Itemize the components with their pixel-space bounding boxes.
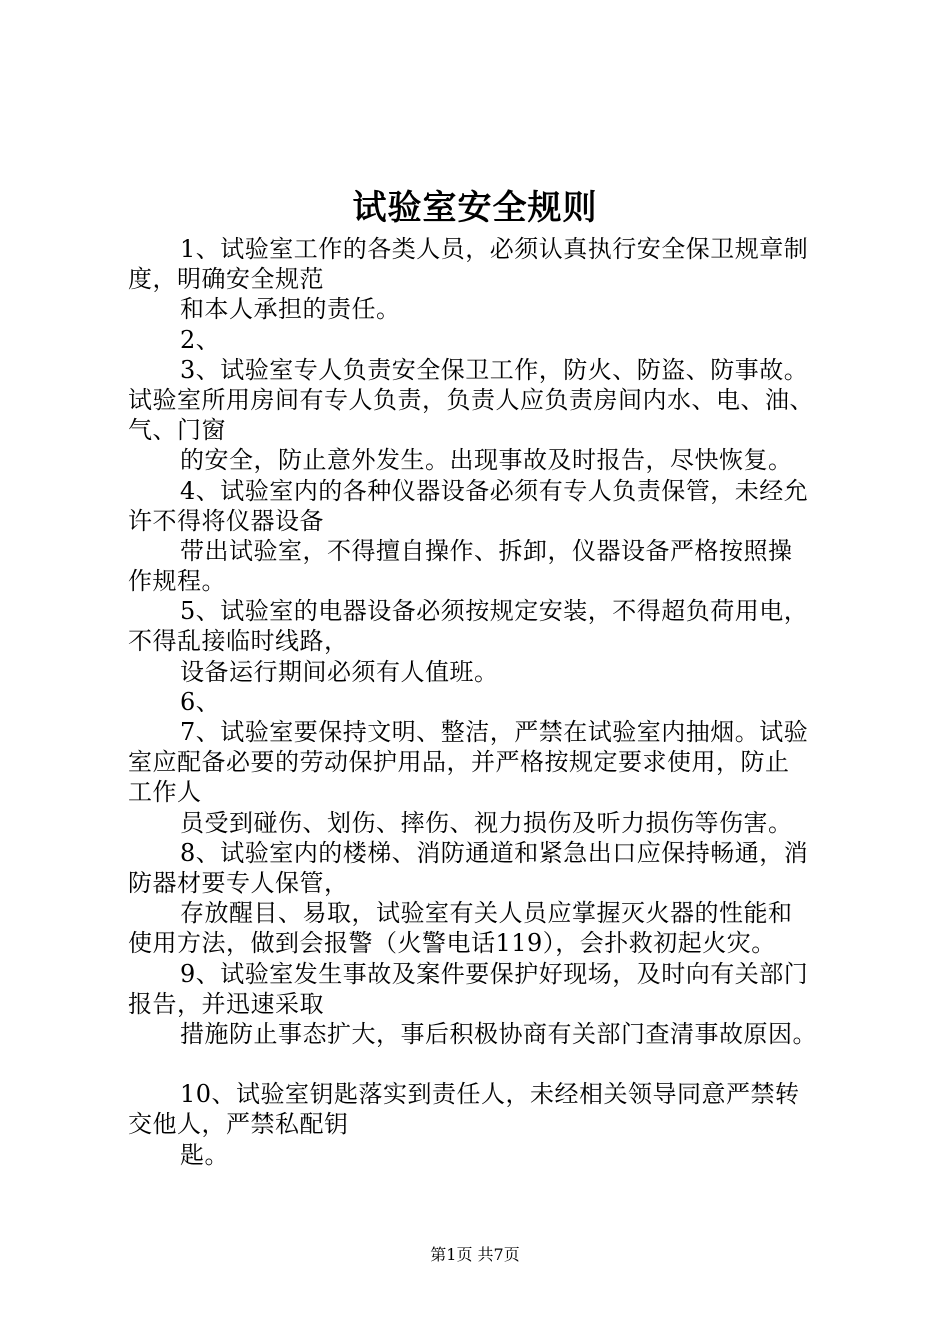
text-line: 7、试验室要保持文明、整洁，严禁在试验室内抽烟。试验 <box>180 718 809 746</box>
text-line: 员受到碰伤、划伤、摔伤、视力损伤及听力损伤等伤害。 <box>180 808 793 837</box>
text-line: 4、试验室内的各种仪器设备必须有专人负责保管，未经允 <box>180 476 809 505</box>
text-line: 使用方法，做到会报警（火警电话119），会扑救初起火灾。 <box>128 929 776 958</box>
text-line: 不得乱接临时线路， <box>128 627 349 656</box>
document-body <box>128 234 840 1170</box>
text-line: 作规程。 <box>128 567 226 596</box>
text-line: 2、 <box>180 325 221 354</box>
text-line: 9、试验室发生事故及案件要保护好现场，及时向有关部门 <box>180 959 809 988</box>
text-line: 存放醒目、易取，试验室有关人员应掌握灭火器的性能和 <box>180 899 793 928</box>
text-line: 措施防止事态扩大，事后积极协商有关部门查清事故原因。 <box>180 1019 817 1048</box>
text-line: 设备运行期间必须有人值班。 <box>180 657 499 686</box>
text-line: 10、试验室钥匙落实到责任人，未经相关领导同意严禁转 <box>180 1080 800 1109</box>
text-line: 1、试验室工作的各类人员，必须认真执行安全保卫规章制 <box>180 235 809 263</box>
text-line: 试验室所用房间有专人负责，负责人应负责房间内水、电、油、 <box>128 385 814 414</box>
text-line: 的安全，防止意外发生。出现事故及时报告，尽快恢复。 <box>180 446 793 475</box>
text-line: 报告，并迅速采取 <box>128 989 324 1018</box>
page-footer: 第1页 共7页 <box>430 1245 520 1264</box>
text-line: 许不得将仪器设备 <box>128 506 324 535</box>
text-line: 交他人，严禁私配钥 <box>128 1110 349 1139</box>
document-title: 试验室安全规则 <box>352 188 598 228</box>
text-line <box>128 1049 840 1079</box>
text-line: 工作人 <box>128 778 202 807</box>
text-line: 6、 <box>180 687 221 716</box>
text-line: 匙。 <box>180 1140 229 1169</box>
text-line: 5、试验室的电器设备必须按规定安装，不得超负荷用电， <box>180 597 809 626</box>
text-line: 带出试验室，不得擅自操作、拆卸，仪器设备严格按照操 <box>180 536 793 565</box>
text-line: 度，明确安全规范 <box>128 265 324 294</box>
text-line: 8、试验室内的楼梯、消防通道和紧急出口应保持畅通，消 <box>180 838 809 867</box>
text-line: 3、试验室专人负责安全保卫工作，防火、防盗、防事故。 <box>180 355 809 384</box>
text-line: 室应配备必要的劳动保护用品，并严格按规定要求使用，防止 <box>128 748 790 777</box>
text-line: 和本人承担的责任。 <box>180 295 401 324</box>
text-line: 气、门窗 <box>128 416 226 445</box>
text-line: 防器材要专人保管， <box>128 868 349 897</box>
